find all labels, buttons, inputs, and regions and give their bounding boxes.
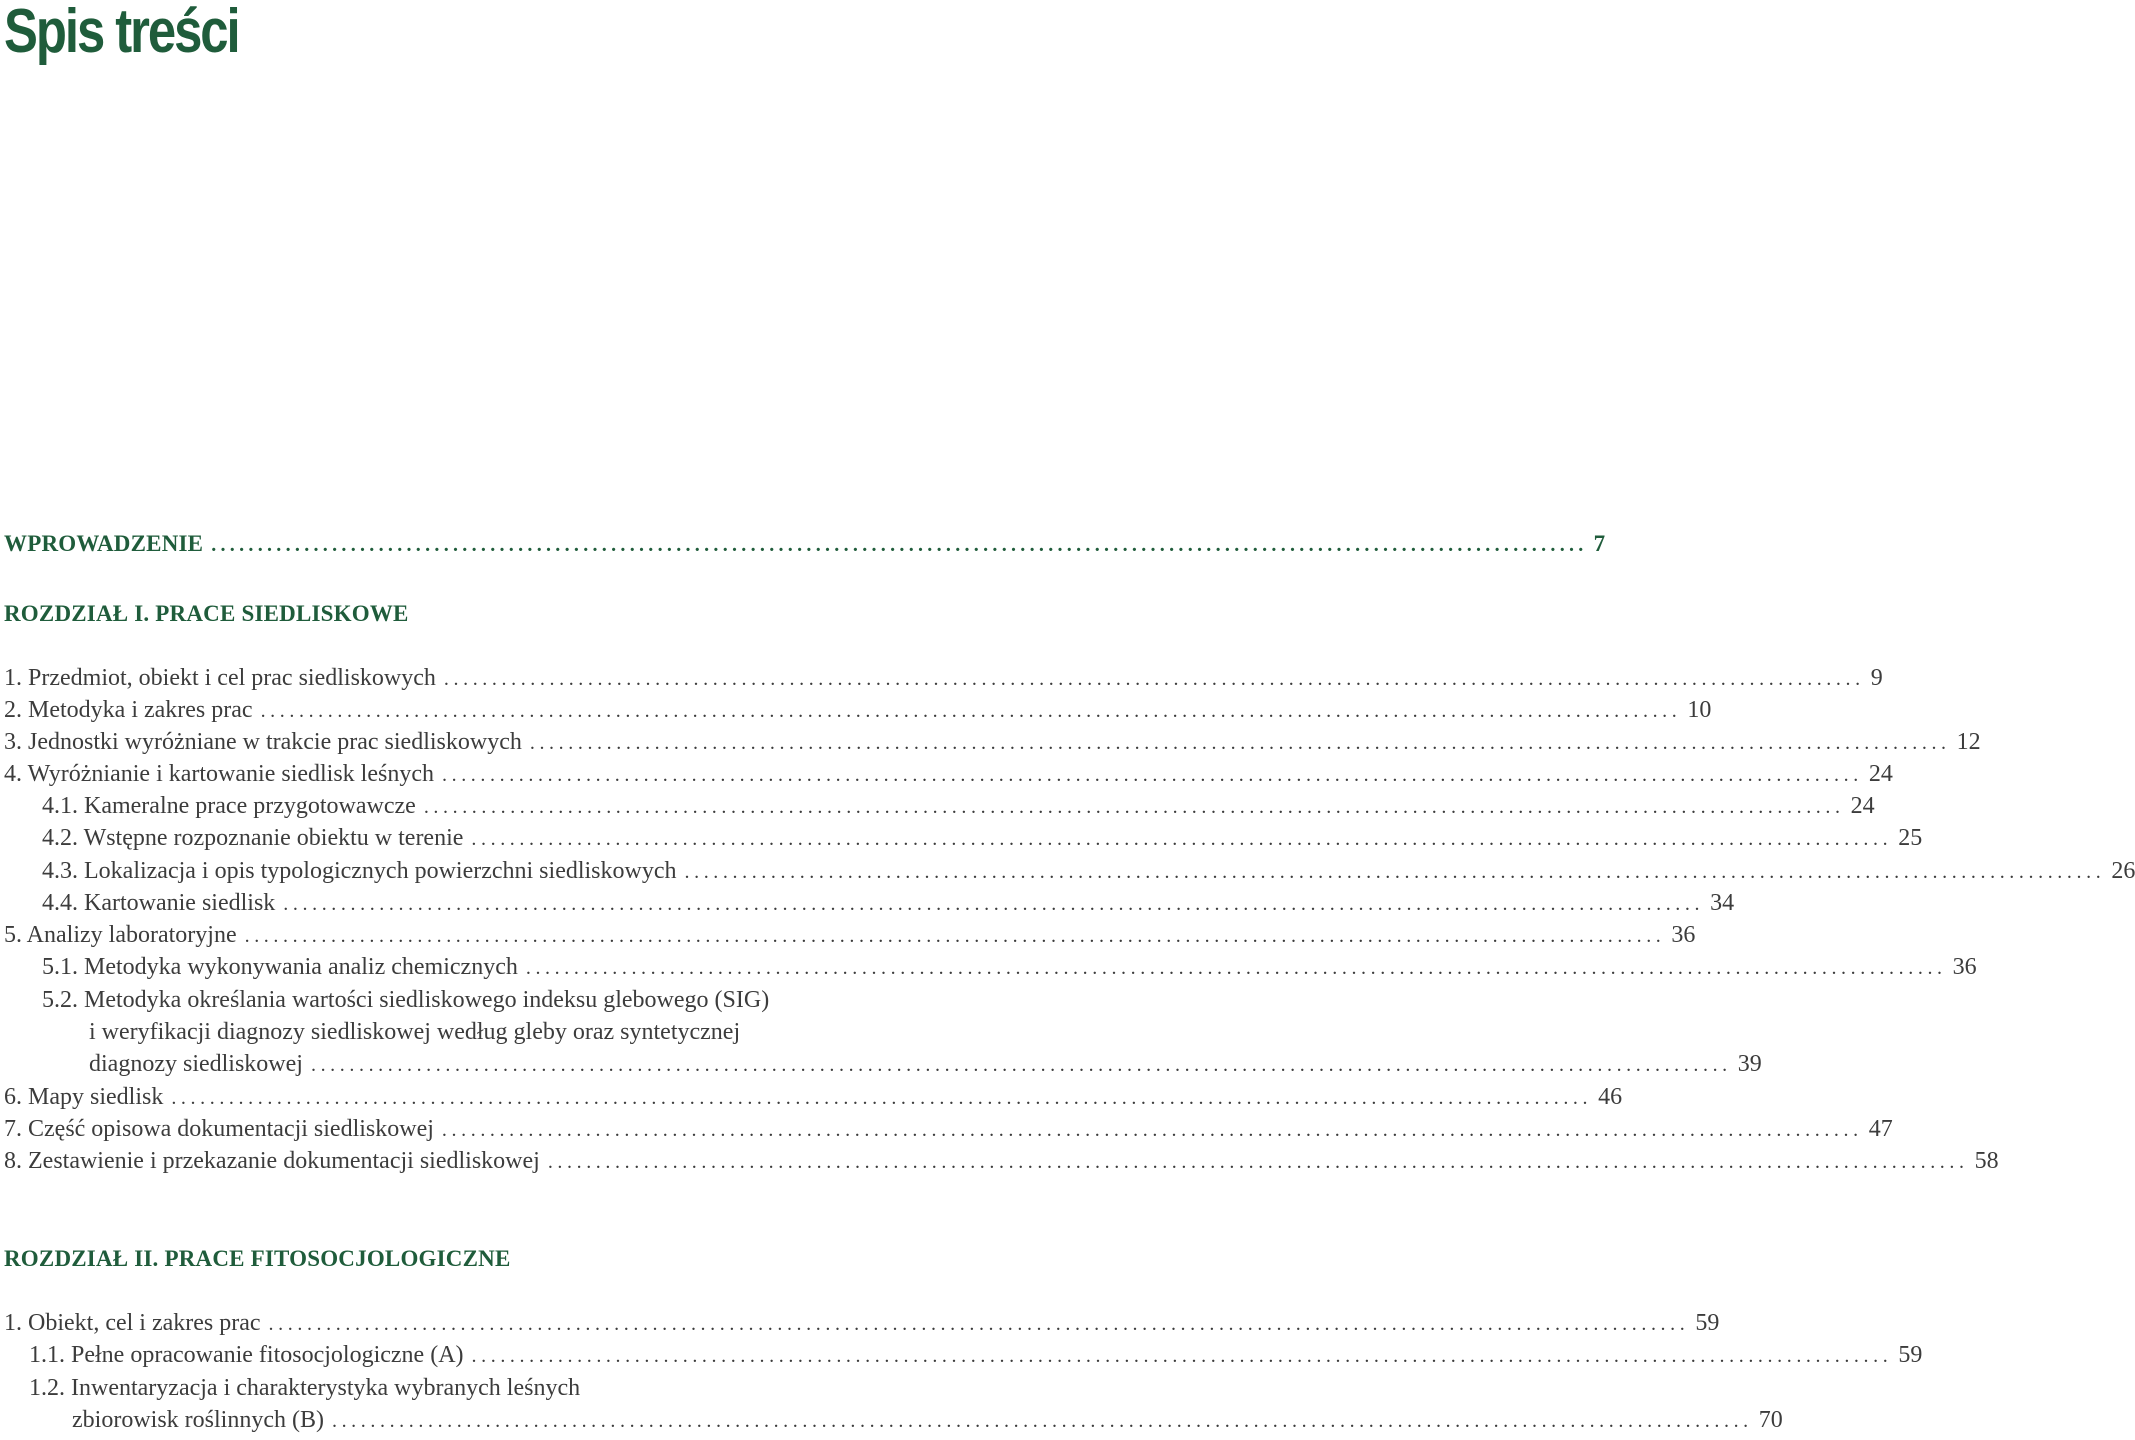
toc-entry-label: 4.4. Kartowanie siedlisk <box>42 890 276 916</box>
toc-entry-label: 1. Obiekt, cel i zakres prac <box>4 1310 261 1336</box>
toc-entry-page: 70 <box>1758 1407 1783 1433</box>
toc-entry-1[interactable] <box>4 662 1883 695</box>
dot-leader: .................................................................................................................................................... <box>310 1054 1732 1076</box>
dot-leader: .................................................................................................................................................... <box>171 1087 1593 1109</box>
toc-entry-5-2-line-2[interactable] <box>89 1016 954 1048</box>
toc-entry-introduction[interactable] <box>4 528 1606 561</box>
chapter-heading-label: ROZDZIAŁ II. PRACE FITOSOCJOLOGICZNE <box>4 1246 511 1271</box>
toc-entry-label: 6. Mapy siedlisk <box>4 1084 164 1110</box>
toc-entry-label: 2. Metodyka i zakres prac <box>4 697 253 723</box>
toc-entry-label: 3. Jednostki wyróżniane w trakcie prac siedliskowych <box>4 729 522 755</box>
toc-entry-8[interactable] <box>4 1145 1999 1178</box>
toc-entry-page: 24 <box>1850 793 1875 819</box>
toc-entry-label: 4.1. Kameralne prace przygotowawcze <box>42 793 416 819</box>
toc-entry-page: 46 <box>1598 1084 1623 1110</box>
toc-entry-page: 36 <box>1671 922 1696 948</box>
toc-entry-4[interactable] <box>4 758 1893 791</box>
toc-entry-page: 9 <box>1870 665 1883 691</box>
dot-leader: .................................................................................................................................................... <box>443 668 1865 690</box>
dot-leader: .................................................................................................................................................... <box>442 764 1863 786</box>
toc-entry-label: 4. Wyróżnianie i kartowanie siedlisk leśnych <box>4 761 434 787</box>
toc-entry-ii-1-1[interactable] <box>29 1339 1923 1372</box>
toc-entry-label: 1.1. Pełne opracowanie fitosocjologiczne (A) <box>29 1342 464 1368</box>
toc-entry-page: 47 <box>1868 1116 1893 1142</box>
chapter-heading-label: ROZDZIAŁ I. PRACE SIEDLISKOWE <box>4 601 409 626</box>
toc-entry-label: 5. Analizy laboratoryjne <box>4 922 237 948</box>
dot-leader: .................................................................................................................................................... <box>547 1151 1969 1173</box>
toc-entry-page: 36 <box>1952 954 1977 980</box>
dot-leader: .................................................................................................................................................... <box>244 925 1666 947</box>
toc-entry-ii-1[interactable] <box>4 1307 1720 1340</box>
toc-entry-label: 8. Zestawienie i przekazanie dokumentacji siedliskowej <box>4 1148 540 1174</box>
toc-entry-4-2[interactable] <box>42 822 1923 855</box>
toc-entry-page: 24 <box>1868 761 1893 787</box>
dot-leader: .................................................................................................................................................... <box>331 1410 1753 1432</box>
toc-entry-page: 58 <box>1974 1148 1999 1174</box>
toc-entry-page: 25 <box>1898 825 1923 851</box>
dot-leader: .................................................................................................................................................... <box>268 1313 1690 1335</box>
toc-entry-page: 59 <box>1898 1342 1923 1368</box>
toc-entry-page: 7 <box>1593 531 1606 556</box>
toc-entry-page: 10 <box>1687 697 1712 723</box>
toc-entry-page: 12 <box>1956 729 1981 755</box>
dot-leader: .................................................................................................................................................... <box>283 893 1705 915</box>
toc-entry-5-1[interactable] <box>42 951 1977 984</box>
toc-entry-label: i weryfikacji diagnozy siedliskowej według gleby oraz syntetycznej <box>89 1019 741 1045</box>
toc-entry-2[interactable] <box>4 694 1712 727</box>
toc-entry-label: WPROWADZENIE <box>4 531 204 556</box>
toc-entry-4-3[interactable] <box>42 855 2135 888</box>
toc-entry-label: 1.2. Inwentaryzacja i charakterystyka wybranych leśnych <box>29 1375 581 1401</box>
toc-entry-label: 5.1. Metodyka wykonywania analiz chemicznych <box>42 954 518 980</box>
toc-entry-ii-1-2-line-2[interactable] <box>72 1404 1783 1437</box>
toc-entry-page: 34 <box>1710 890 1735 916</box>
toc-entry-6[interactable] <box>4 1081 1623 1114</box>
toc-entry-3[interactable] <box>4 726 1981 759</box>
toc-entry-page: 59 <box>1695 1310 1720 1336</box>
dot-leader: .................................................................................................................................................... <box>211 534 1588 556</box>
toc-entry-label: 5.2. Metodyka określania wartości siedliskowego indeksu glebowego (SIG) <box>42 987 770 1013</box>
toc-entry-page: 39 <box>1737 1051 1762 1077</box>
toc-entry-4-1[interactable] <box>42 790 1875 823</box>
toc-entry-label: 4.3. Lokalizacja i opis typologicznych powierzchni siedliskowych <box>42 858 677 884</box>
dot-leader: .................................................................................................................................................... <box>423 796 1845 818</box>
dot-leader: .................................................................................................................................................... <box>471 1345 1893 1367</box>
toc-entry-5-2-line-1[interactable] <box>42 984 954 1016</box>
toc-entry-label: 4.2. Wstępne rozpoznanie obiektu w terenie <box>42 825 464 851</box>
toc-entry-label: zbiorowisk roślinnych (B) <box>72 1407 324 1433</box>
page-title: Spis treści <box>4 0 239 66</box>
dot-leader: .................................................................................................................................................... <box>525 957 1947 979</box>
toc-entry-label: 7. Część opisowa dokumentacji siedliskowej <box>4 1116 434 1142</box>
toc-entry-5-2-line-3[interactable] <box>89 1048 1762 1081</box>
toc-entry-7[interactable] <box>4 1113 1893 1146</box>
toc-entry-page: 26 <box>2111 858 2135 884</box>
dot-leader: .................................................................................................................................................... <box>471 828 1893 850</box>
toc-entry-ii-1-2-line-1[interactable] <box>29 1372 954 1404</box>
dot-leader: .................................................................................................................................................... <box>260 700 1682 722</box>
toc-chapter-heading-1 <box>4 598 954 630</box>
dot-leader: .................................................................................................................................................... <box>529 732 1951 754</box>
toc-entry-4-4[interactable] <box>42 887 1735 920</box>
dot-leader: .................................................................................................................................................... <box>441 1119 1863 1141</box>
toc-entry-5[interactable] <box>4 919 1696 952</box>
toc-chapter-heading-2 <box>4 1243 954 1275</box>
dot-leader: .................................................................................................................................................... <box>684 861 2106 883</box>
toc-entry-label: 1. Przedmiot, obiekt i cel prac siedliskowych <box>4 665 436 691</box>
toc-entry-label: diagnozy siedliskowej <box>89 1051 303 1077</box>
